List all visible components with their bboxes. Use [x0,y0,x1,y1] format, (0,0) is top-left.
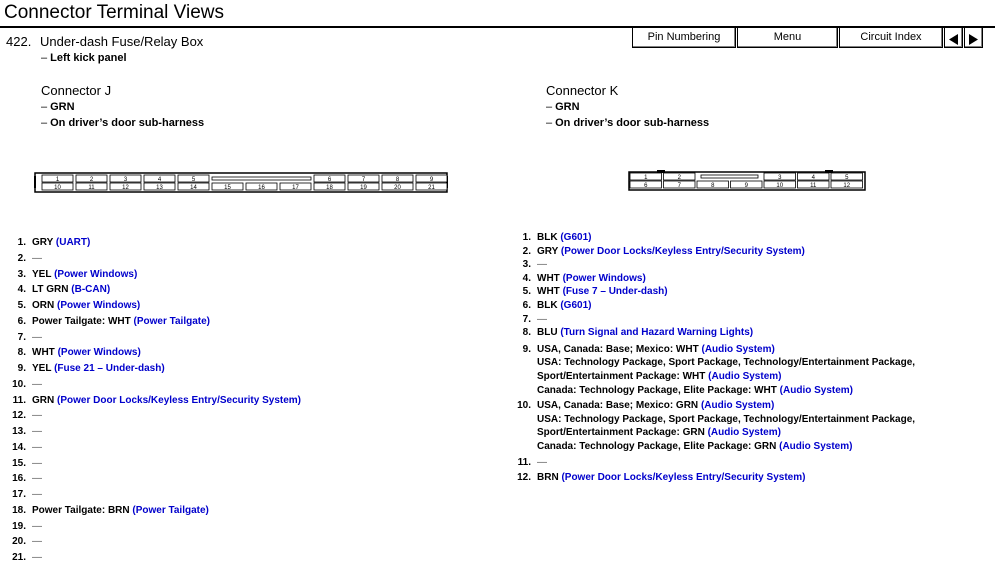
wire-color: BLK [537,299,558,311]
pin-number: 5. [17,300,26,311]
pin-number: 8. [17,347,26,359]
wire-color: GRY [537,245,559,257]
connector-j-key [212,177,311,180]
pin-description [32,552,42,563]
pin-description [537,273,646,284]
pin-row [511,456,915,470]
pin-number: 4. [17,284,26,296]
section-heading [6,34,203,49]
cavity-label: 4 [157,177,162,183]
connector-j-latch-left [34,176,36,188]
pin-description [32,521,42,532]
cavity-label: 11 [88,185,95,191]
cavity-label: 7 [677,183,681,189]
pin-number: 13. [12,426,26,437]
pin-description [537,357,915,368]
connector-k-key [701,175,758,178]
wire-color: Canada: Technology Package, Elite Package: GRN [537,440,777,452]
pin-number: 12. [12,410,26,422]
circuit-link[interactable]: (Fuse 7 – Under-dash) [562,286,668,298]
wire-color: YEL [32,268,52,280]
pin-row [6,440,301,456]
pin-description [537,371,781,382]
cavity-label: 9 [744,183,748,189]
arrow-right-icon [969,34,978,45]
cavity-label: 17 [292,185,299,191]
pin-number: 1. [17,237,26,248]
pin-description [537,400,774,411]
circuit-link[interactable]: (Audio System) [779,440,853,452]
circuit-link[interactable]: (Power Door Locks/Keyless Entry/Security System) [561,472,806,484]
circuit-link[interactable]: (Power Tailgate) [132,504,209,516]
cavity-label: 7 [361,177,366,183]
pin-number: 12. [517,472,531,484]
pin-description [537,472,805,483]
menu-button[interactable]: Menu [737,27,838,48]
pin-number: 5. [522,286,531,298]
connector-j-pin-list [6,235,301,566]
pin-number: 21. [12,552,26,563]
pin-row [6,503,301,519]
nav-bar [632,27,984,48]
pin-description [537,246,805,257]
pin-row [511,272,915,286]
pin-row [511,426,915,440]
connector-j-title: Connector J [41,83,112,98]
wire-color: — [32,426,42,437]
pin-row [6,361,301,377]
pin-number: 16. [12,473,26,485]
pin-row [6,424,301,440]
cavity-label: 8 [395,177,400,183]
pin-description [32,458,42,469]
connector-k-pin-list [511,231,915,485]
pin-description [32,284,110,295]
wire-color: — [32,536,42,548]
pin-row [511,313,915,327]
pin-description [537,344,775,355]
pin-row [511,413,915,427]
cavity-label: 6 [327,177,332,183]
cavity-label: 2 [89,177,94,183]
pin-description [32,300,140,311]
pin-row [6,235,301,251]
cavity-label: 3 [123,177,128,183]
wire-color: GRN [32,394,55,406]
connector-k-title: Connector K [546,83,619,98]
pin-row [6,456,301,472]
pin-row [511,231,915,245]
cavity-label: 2 [677,175,681,181]
wire-color: USA, Canada: Base; Mexico: GRN [537,400,699,412]
cavity-label: 21 [428,185,435,191]
pin-description [32,332,42,343]
circuit-link[interactable]: (Power Windows) [562,272,646,284]
pin-number: 15. [12,457,26,469]
wire-color: — [537,456,547,468]
wire-color: WHT [537,272,560,284]
pin-number: 14. [12,441,26,453]
pin-number: 4. [522,272,531,284]
circuit-link[interactable]: (Power Tailgate) [133,315,210,327]
wire-color: BLK [537,232,558,243]
connector-k-diagram[interactable] [627,170,867,192]
pin-row [6,550,301,566]
cavity-label: 12 [122,185,129,191]
circuit-link[interactable]: (Power Door Locks/Keyless Entry/Security System) [560,245,805,257]
circuit-link[interactable]: (B-CAN) [71,284,111,296]
pin-description [537,427,781,438]
wire-color: — [537,313,547,325]
pin-description [537,327,753,338]
pin-description [32,363,165,374]
connector-k-color-text: GRN [555,101,580,113]
circuit-link[interactable]: (Fuse 21 – Under-dash) [54,363,165,374]
pin-description [32,489,42,500]
pin-row [511,326,915,340]
section-name: Under-dash Fuse/Relay Box [40,34,204,49]
wire-color: BLU [537,327,558,339]
pin-row [6,282,301,298]
pin-number: 10. [12,378,26,390]
circuit-link[interactable]: (G601) [560,299,592,311]
connector-k-color: – GRN [546,101,580,113]
cavity-label: 4 [811,175,815,181]
pin-row [6,408,301,424]
connector-j-location-text: On driver’s door sub-harness [50,117,205,129]
pin-description [32,536,42,547]
wire-color: — [32,457,42,469]
cavity-label: 10 [776,183,784,189]
pin-number: 1. [522,232,531,243]
pin-row [6,487,301,503]
connector-k-location-text: On driver’s door sub-harness [555,117,710,129]
circuit-index-button[interactable]: Circuit Index [839,27,943,48]
pin-description [32,473,42,484]
wire-color: Power Tailgate: BRN [32,504,130,516]
circuit-link[interactable]: (Power Windows) [54,268,138,280]
wire-color: — [32,552,42,563]
pin-row [6,534,301,550]
pin-row [511,258,915,272]
wire-color: — [32,520,42,532]
pin-number: 17. [12,489,26,500]
pin-row [511,356,915,370]
pin-number: 10. [517,400,531,412]
pin-row [6,377,301,393]
cavity-label: 3 [778,175,782,181]
wire-color: LT GRN [32,284,69,296]
section-location: – Left kick panel [41,52,127,64]
pin-number: 8. [522,327,531,339]
pin-description [32,379,42,390]
wire-color: ORN [32,300,55,311]
pin-number: 18. [12,504,26,516]
wire-color: Power Tailgate: WHT [32,315,131,327]
cavity-label: 14 [190,185,197,191]
pin-description [32,269,137,280]
pin-row [511,471,915,485]
pin-row [6,251,301,267]
wire-color: — [32,410,42,422]
wire-color: — [537,259,547,271]
wire-color: USA: Technology Package, Sport Package, Technology/Entertainment Package, [537,357,916,369]
wire-color: Sport/Entertainment Package: GRN [537,427,705,439]
wire-color: — [32,473,42,485]
connector-j-color-text: GRN [50,101,75,113]
cavity-label: 16 [258,185,265,191]
pin-row [511,440,915,454]
pin-number: 20. [12,536,26,548]
wire-color: — [32,252,42,264]
wire-color: GRY [32,237,54,248]
pin-row [6,267,301,283]
wire-color: — [32,331,42,343]
cavity-label: 11 [810,183,817,189]
circuit-link[interactable]: (Audio System) [700,400,775,412]
wire-color: USA: Technology Package, Sport Package, Technology/Entertainment Package, [537,413,916,425]
pin-number: 9. [522,343,531,355]
connector-k-latch-left [657,170,665,173]
cavity-label: 8 [711,183,715,189]
pin-description [537,300,591,311]
wire-color: WHT [537,286,560,298]
connector-k-location: – On driver’s door sub-harness [546,117,710,129]
section-number: 422. [6,34,32,49]
arrow-left-icon [949,34,958,45]
pin-description [537,286,668,297]
connector-j-location: – On driver’s door sub-harness [41,117,205,129]
circuit-link[interactable]: (Turn Signal and Hazard Warning Lights) [560,327,754,339]
pin-number: 19. [12,520,26,532]
pin-number: 3. [522,259,531,271]
pin-number: 11. [12,394,26,406]
circuit-link[interactable]: (Power Windows) [57,347,141,359]
wire-color: — [32,489,42,500]
circuit-link[interactable]: (Power Door Locks/Keyless Entry/Security System) [57,394,301,406]
pin-description [32,347,141,358]
pin-description [32,316,210,327]
pin-number: 11. [517,456,531,468]
pin-row [511,343,915,357]
pin-description [537,414,915,425]
pin-description [32,505,209,516]
pin-number: 6. [17,315,26,327]
pin-row [511,299,915,313]
pin-number: 7. [17,331,26,343]
circuit-link[interactable]: (Power Windows) [57,300,141,311]
pin-row [511,245,915,259]
next-button[interactable] [964,27,983,48]
cavity-label: 12 [843,183,851,189]
pin-row [6,393,301,409]
wire-color: Sport/Entertainment Package: WHT [537,370,706,382]
pin-row [511,399,915,413]
pin-description [32,395,301,406]
circuit-link[interactable]: (Audio System) [779,384,854,396]
wire-color: WHT [32,347,55,359]
wire-color: YEL [32,363,52,374]
cavity-label: 6 [644,183,648,189]
pin-description [32,426,42,437]
pin-row [6,314,301,330]
pin-description [537,314,547,325]
circuit-link[interactable]: (Audio System) [701,343,775,355]
pin-row [6,345,301,361]
wire-color: — [32,441,42,453]
wire-color: USA, Canada: Base; Mexico: WHT [537,343,699,355]
circuit-link[interactable]: (UART) [55,237,91,248]
cavity-label: 13 [156,185,163,191]
pin-description [537,232,591,243]
cavity-label: 18 [326,185,333,191]
pin-row [6,298,301,314]
pin-row [511,285,915,299]
pin-description [537,441,852,452]
cavity-label: 1 [55,177,60,183]
wire-color: BRN [537,472,559,484]
section-location-text: Left kick panel [50,52,127,64]
pin-description [32,237,90,248]
pin-description [537,457,547,468]
circuit-link[interactable]: (Audio System) [708,370,782,382]
pin-number: 2. [522,245,531,257]
connector-j-color: – GRN [41,101,75,113]
pin-numbering-button[interactable]: Pin Numbering [632,27,736,48]
page-title: Connector Terminal Views [4,2,225,23]
pin-row [511,370,915,384]
cavity-label: 10 [54,185,61,191]
cavity-label: 15 [224,185,231,191]
pin-number: 3. [17,268,26,280]
cavity-label: 1 [644,175,648,181]
cavity-label: 19 [360,185,367,191]
wire-color: Canada: Technology Package, Elite Package: WHT [537,384,777,396]
pin-number: 7. [522,313,531,325]
wire-color: — [32,378,42,390]
cavity-label: 20 [394,185,401,191]
circuit-link[interactable]: (Audio System) [707,427,781,439]
pin-row [6,519,301,535]
cavity-label: 5 [191,177,196,183]
pin-number: 6. [522,299,531,311]
pin-description [537,385,853,396]
pin-description [32,442,42,453]
pin-number: 2. [17,252,26,264]
circuit-link[interactable]: (G601) [560,232,592,243]
pin-description [32,253,42,264]
pin-description [32,410,42,421]
pin-row [6,471,301,487]
cavity-label: 9 [429,177,434,183]
pin-row [511,384,915,398]
connector-j-diagram[interactable] [32,172,452,194]
pin-description [537,259,547,270]
pin-row [6,330,301,346]
cavity-label: 5 [845,175,849,181]
pin-number: 9. [17,363,26,374]
previous-button[interactable] [944,27,963,48]
connector-k-latch-right [825,170,833,173]
